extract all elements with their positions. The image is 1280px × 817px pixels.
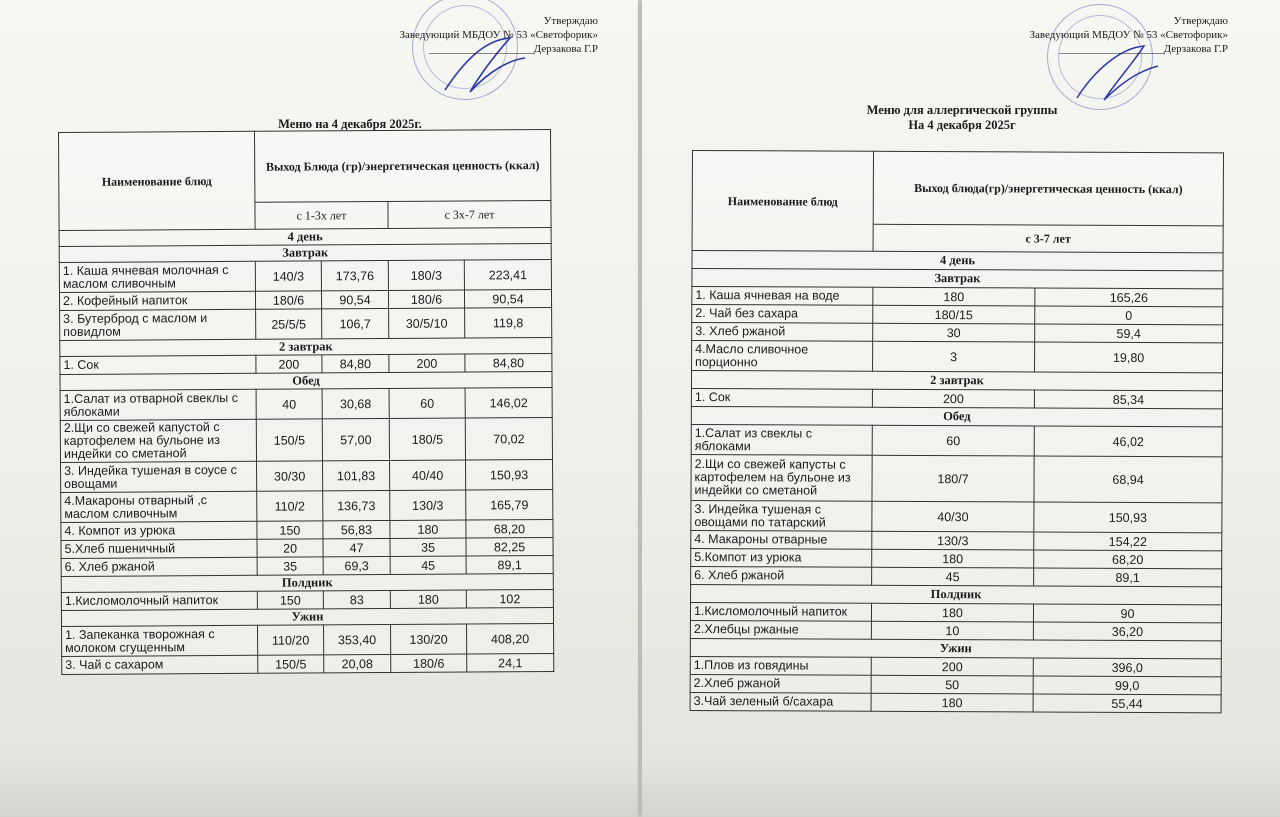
portion-3-7: 3 (873, 341, 1035, 372)
header-age-3-7: с 3-7 лет (873, 224, 1223, 253)
header-name-col: Наименование блюд (692, 151, 873, 252)
approval-line: ___________________Дерзакова Г.Р (429, 43, 598, 55)
portion-3-7: 180 (871, 603, 1033, 622)
dish-name: 2. Кофейный напиток (59, 291, 255, 310)
kcal-3-7: 89,1 (1034, 568, 1222, 587)
portion-3-7: 180/6 (391, 654, 467, 672)
dish-name: 1. Каша ячневая на воде (692, 287, 873, 306)
portion-1-3: 140/3 (255, 261, 321, 291)
dish-name: 2.Хлеб ржаной (690, 674, 871, 693)
menu-table-right (690, 150, 1224, 713)
right-table-body (690, 269, 1223, 713)
portion-3-7: 200 (872, 389, 1034, 408)
section-title: Полдник (691, 584, 1222, 604)
dish-name: 5.Компот из урюка (691, 548, 872, 567)
portion-3-7: 200 (871, 657, 1033, 676)
portion-3-7: 60 (872, 425, 1034, 456)
portion-3-7: 35 (390, 538, 466, 556)
portion-3-7: 30/5/10 (389, 308, 465, 338)
dish-name: 1. Каша ячневая молочная с маслом сливочным (59, 261, 255, 292)
dish-name: 4. Компот из урюка (61, 521, 257, 540)
kcal-3-7: 89,1 (466, 555, 553, 574)
table-row (691, 388, 1222, 408)
portion-3-7: 60 (389, 388, 465, 418)
dish-name: 2.Хлебцы ржаные (690, 620, 871, 639)
dish-name: 1.Салат из свеклы с яблоками (691, 424, 872, 455)
portion-1-3: 35 (257, 557, 323, 575)
portion-3-7: 180 (390, 590, 466, 608)
table-row (62, 623, 554, 656)
portion-3-7: 180/5 (389, 418, 465, 460)
kcal-3-7: 70,02 (465, 417, 552, 460)
portion-1-3: 110/20 (258, 625, 324, 655)
dish-name: 1. Сок (60, 355, 256, 374)
section-title: Ужин (61, 607, 553, 626)
dish-name: 1. Запеканка творожная с молоком сгущенным (62, 625, 258, 656)
kcal-1-3: 101,83 (323, 460, 390, 490)
kcal-3-7: 82,25 (466, 537, 553, 556)
section-title: Обед (60, 371, 552, 390)
portion-1-3: 150/5 (258, 655, 324, 673)
section-row (691, 406, 1222, 426)
menu-title-right (812, 103, 1112, 133)
portion-3-7: 180 (871, 693, 1033, 712)
approval-line: Утверждаю (543, 15, 598, 27)
portion-3-7: 45 (390, 556, 466, 574)
portion-3-7: 30 (873, 323, 1035, 342)
kcal-1-3: 173,76 (321, 260, 388, 290)
header-output-col: Выход Блюда (гр)/энергетическая ценность (ккал) (254, 129, 550, 202)
section-title: Завтрак (692, 269, 1223, 289)
kcal-3-7: 24,1 (467, 653, 554, 672)
dish-name: 1. Сок (691, 388, 872, 407)
section-row (691, 584, 1222, 604)
kcal-1-3: 47 (323, 538, 390, 556)
kcal-1-3: 84,80 (322, 354, 389, 372)
kcal-3-7: 102 (466, 589, 553, 608)
right-menu-sheet (642, 0, 1280, 817)
table-row (691, 530, 1222, 550)
kcal-3-7: 154,22 (1034, 532, 1222, 551)
portion-1-3: 200 (256, 355, 322, 373)
table-row (691, 424, 1222, 456)
day-label: 4 день (692, 251, 1223, 271)
kcal-3-7: 146,02 (465, 387, 552, 418)
portion-3-7: 180 (873, 287, 1035, 306)
portion-1-3: 150/5 (256, 419, 322, 461)
portion-3-7: 50 (871, 675, 1033, 694)
approval-block-right (1030, 14, 1228, 56)
dish-name: 6. Хлеб ржаной (61, 557, 257, 576)
dish-name: 2.Щи со свежей капусты с картофелем на бульоне из индейки со сметаной (691, 454, 872, 501)
table-row (690, 602, 1221, 622)
table-row (61, 489, 553, 522)
kcal-1-3: 57,00 (322, 418, 389, 460)
table-row (61, 459, 553, 492)
dish-name: 1.Кисломолочный напиток (61, 591, 257, 610)
dish-name: 1.Плов из говядины (690, 656, 871, 675)
table-row (692, 305, 1223, 325)
kcal-1-3: 353,40 (324, 624, 391, 654)
dish-name: 3. Индейка тушеная в соусе с овощами (61, 461, 257, 492)
kcal-3-7: 68,94 (1034, 456, 1222, 503)
approval-block-left (400, 14, 598, 56)
table-row (690, 674, 1221, 694)
portion-3-7: 40/40 (390, 460, 466, 490)
section-title: 2 завтрак (691, 371, 1222, 391)
menu-title-line: Меню для аллергической группы (866, 103, 1058, 117)
portion-1-3: 110/2 (257, 491, 323, 521)
dish-name: 4.Масло сливочное порционно (692, 341, 873, 372)
portion-1-3: 180/6 (255, 291, 321, 309)
kcal-3-7: 0 (1035, 306, 1223, 325)
table-row (691, 548, 1222, 568)
header-age-1-3: с 1-3х лет (255, 201, 388, 229)
kcal-1-3: 83 (323, 590, 390, 608)
kcal-3-7: 99,0 (1033, 676, 1221, 695)
kcal-3-7: 46,02 (1034, 426, 1222, 457)
portion-3-7: 40/30 (872, 501, 1034, 532)
kcal-1-3: 106,7 (322, 308, 389, 338)
portion-3-7: 10 (871, 621, 1033, 640)
section-title: Ужин (690, 638, 1221, 658)
section-title: Обед (691, 406, 1222, 426)
section-title: Завтрак (59, 243, 551, 262)
kcal-1-3: 69,3 (323, 556, 390, 574)
dish-name: 3.Чай зеленый б/сахара (690, 692, 871, 711)
kcal-3-7: 119,8 (465, 307, 552, 338)
dish-name: 2. Чай без сахара (692, 305, 873, 324)
portion-1-3: 20 (257, 539, 323, 557)
kcal-3-7: 85,34 (1034, 390, 1222, 409)
kcal-3-7: 90,54 (464, 289, 551, 308)
dish-name: 4.Макароны отварный ,с маслом сливочным (61, 491, 257, 522)
dish-name: 3. Хлеб ржаной (692, 323, 873, 342)
kcal-3-7: 55,44 (1033, 694, 1221, 713)
portion-3-7: 130/3 (390, 490, 466, 520)
table-row (691, 500, 1222, 532)
kcal-3-7: 223,41 (464, 259, 551, 290)
kcal-3-7: 150,93 (1034, 502, 1222, 533)
dish-name: 3. Бутерброд с маслом и повидлом (60, 309, 256, 340)
dish-name: 5.Хлеб пшеничный (61, 539, 257, 558)
section-title: 2 завтрак (60, 337, 552, 356)
left-menu-sheet (0, 0, 638, 817)
portion-1-3: 25/5/5 (256, 309, 322, 339)
portion-1-3: 30/30 (257, 461, 323, 491)
header-age-3-7: с 3х-7 лет (388, 200, 551, 228)
table-row (692, 323, 1223, 343)
portion-3-7: 130/20 (391, 624, 467, 654)
kcal-3-7: 36,20 (1033, 622, 1221, 641)
kcal-3-7: 150,93 (466, 459, 553, 490)
table-row (62, 653, 554, 674)
day-label: 4 день (59, 227, 551, 246)
kcal-1-3: 20,08 (324, 654, 391, 672)
kcal-3-7: 90 (1033, 604, 1221, 623)
dish-name: 3. Чай с сахаром (62, 655, 258, 674)
kcal-3-7: 84,80 (465, 353, 552, 372)
table-row (690, 620, 1221, 640)
kcal-1-3: 56,83 (323, 520, 390, 538)
dish-name: 1.Салат из отварной свеклы с яблоками (60, 389, 256, 420)
table-row (60, 417, 552, 462)
kcal-3-7: 408,20 (467, 623, 554, 654)
table-row (691, 566, 1222, 586)
approval-line: Заведующий МБДОУ № 53 «Светофорик» (399, 29, 598, 41)
portion-3-7: 180/3 (388, 260, 464, 290)
table-row (60, 387, 552, 420)
portion-3-7: 180/15 (873, 305, 1035, 324)
dish-name: 4. Макароны отварные (691, 530, 872, 549)
portion-3-7: 130/3 (872, 531, 1034, 550)
kcal-1-3: 136,73 (323, 490, 390, 520)
portion-3-7: 200 (389, 354, 465, 372)
table-row (59, 259, 551, 292)
kcal-3-7: 68,20 (1034, 550, 1222, 569)
kcal-3-7: 396,0 (1033, 658, 1221, 677)
section-title: Полдник (61, 573, 553, 592)
approval-line: Утверждаю (1173, 15, 1228, 27)
kcal-3-7: 165,79 (466, 489, 553, 520)
portion-1-3: 150 (257, 521, 323, 539)
section-row (691, 371, 1222, 391)
kcal-3-7: 68,20 (466, 519, 553, 538)
kcal-1-3: 90,54 (321, 290, 388, 308)
menu-title-left: Меню на 4 декабря 2025г. (278, 117, 422, 131)
table-row (60, 307, 552, 340)
header-output-col: Выход блюда(гр)/энергетическая ценность (ккал) (873, 151, 1223, 226)
section-row (692, 269, 1223, 289)
kcal-3-7: 165,26 (1035, 288, 1223, 307)
approval-line: Заведующий МБДОУ № 53 «Светофорик» (1029, 29, 1228, 41)
menu-subtitle-line: На 4 декабря 2025г (908, 118, 1016, 132)
menu-table-left (58, 129, 554, 675)
table-row (692, 287, 1223, 307)
dish-name: 3. Индейка тушеная с овощами по татарский (691, 500, 872, 531)
table-row (690, 692, 1221, 712)
table-row (690, 656, 1221, 676)
table-row (691, 454, 1222, 502)
header-name-col: Наименование блюд (59, 131, 256, 230)
portion-3-7: 180/6 (388, 290, 464, 308)
portion-1-3: 150 (257, 591, 323, 609)
portion-1-3: 40 (256, 389, 322, 419)
dish-name: 1.Кисломолочный напиток (690, 602, 871, 621)
portion-3-7: 180/7 (872, 455, 1034, 502)
table-row (692, 341, 1223, 373)
dish-name: 2.Щи со свежей капустой с картофелем на бульоне из индейки со сметаной (60, 419, 256, 462)
kcal-3-7: 19,80 (1035, 342, 1223, 373)
portion-3-7: 45 (872, 567, 1034, 586)
portion-3-7: 180 (872, 549, 1034, 568)
kcal-3-7: 59,4 (1035, 324, 1223, 343)
section-row (690, 638, 1221, 658)
dish-name: 6. Хлеб ржаной (691, 566, 872, 585)
kcal-1-3: 30,68 (322, 388, 389, 418)
approval-line: ___________________Дерзакова Г.Р (1059, 43, 1228, 55)
left-table-body (59, 243, 554, 674)
portion-3-7: 180 (390, 520, 466, 538)
